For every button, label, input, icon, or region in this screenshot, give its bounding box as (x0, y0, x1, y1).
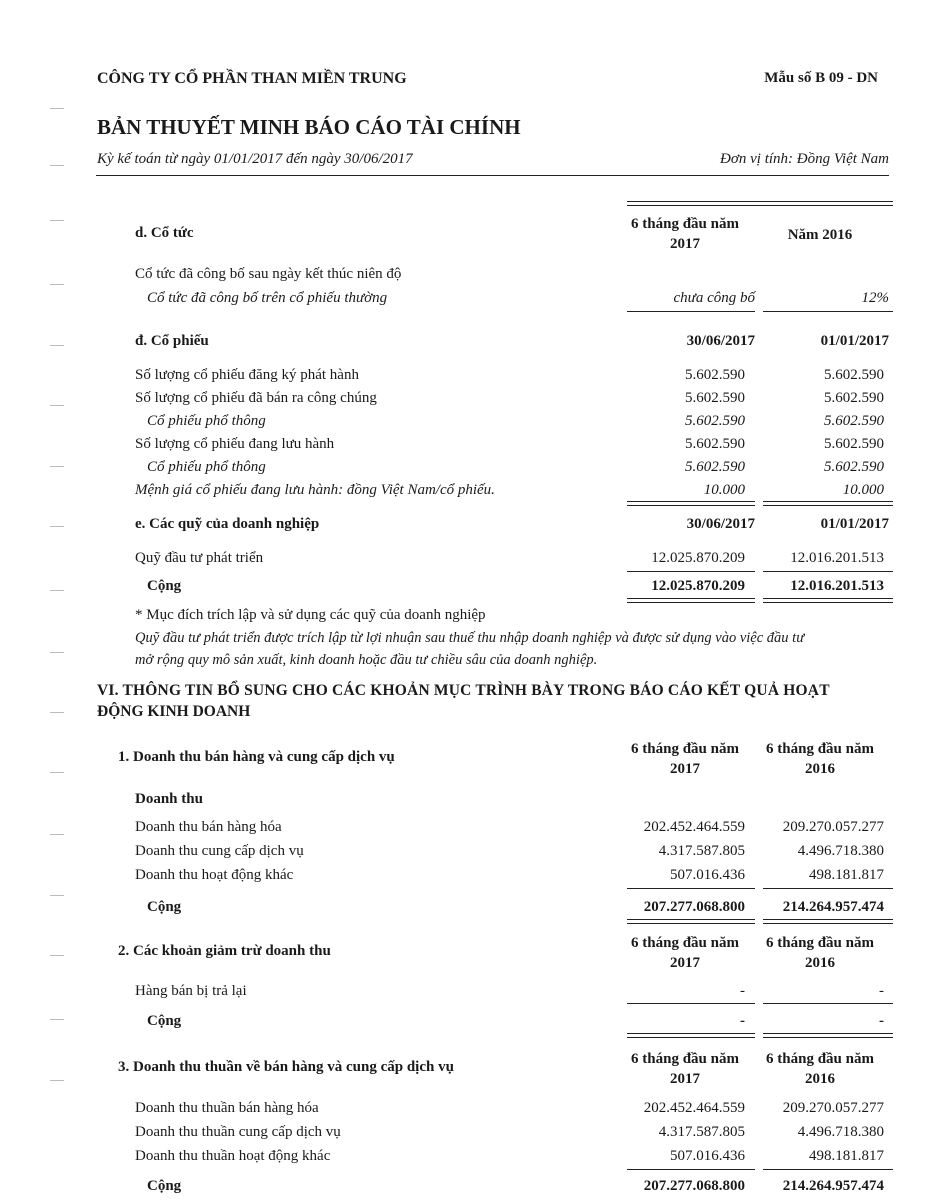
company-name: CÔNG TY CỔ PHẦN THAN MIỀN TRUNG (97, 70, 407, 87)
shares-row-value-1: 5.602.590 (685, 367, 745, 383)
reporting-period: Kỳ kế toán từ ngày 01/01/2017 đến ngày 30/06/2017 (97, 151, 413, 167)
shares-row-label: Số lượng cổ phiếu đã bán ra công chúng (135, 390, 377, 406)
funds-total-rule-2 (763, 598, 893, 603)
revenue-row-value-1: 202.452.464.559 (643, 819, 745, 835)
form-number: Mẫu số B 09 - DN (764, 70, 878, 86)
dividends-rule-1 (627, 311, 755, 312)
shares-row-label: Cổ phiếu phổ thông (147, 459, 266, 475)
deductions-row-value-2: - (879, 983, 884, 999)
dividends-row2-label: Cổ tức đã công bố trên cổ phiếu thường (147, 290, 388, 306)
revenue-row-value-1: 4.317.587.805 (658, 843, 745, 859)
deductions-total-rule-1 (627, 1033, 755, 1038)
funds-total-rule-1 (627, 598, 755, 603)
deductions-heading: 2. Các khoản giảm trừ doanh thu (118, 943, 331, 959)
dividends-heading: d. Cổ tức (135, 225, 194, 241)
revenue-heading: 1. Doanh thu bán hàng và cung cấp dịch vụ (118, 749, 395, 765)
shares-row-label: Mệnh giá cổ phiếu đang lưu hành: đồng Việt Nam/cổ phiếu. (135, 482, 495, 498)
revenue-col2-header: 6 tháng đầu năm 2016 (766, 741, 874, 777)
funds-note-line-1: Quỹ đầu tư phát triển được trích lập từ lợi nhuận sau thuế thu nhập doanh nghiệp và được sử dụng vào việc đầu tư (135, 630, 805, 646)
shares-rule-1 (627, 501, 755, 506)
net-revenue-heading: 3. Doanh thu thuần về bán hàng và cung cấp dịch vụ (118, 1059, 454, 1075)
deductions-total-rule-2 (763, 1033, 893, 1038)
shares-row-label: Cổ phiếu phổ thông (147, 413, 266, 429)
dividends-row2-value-1: chưa công bố (673, 290, 755, 306)
shares-row-value-2: 5.602.590 (824, 367, 884, 383)
funds-heading: e. Các quỹ của doanh nghiệp (135, 516, 320, 532)
net-revenue-row-label: Doanh thu thuần cung cấp dịch vụ (135, 1124, 341, 1140)
deductions-rule-1 (627, 1003, 755, 1004)
dividends-rule-2 (763, 311, 893, 312)
section-vi-title-line-1: VI. THÔNG TIN BỔ SUNG CHO CÁC KHOẢN MỤC TRÌNH BÀY TRONG BÁO CÁO KẾT QUẢ HOẠT (97, 682, 830, 699)
shares-rule-2 (763, 501, 893, 506)
funds-row-label: Quỹ đầu tư phát triển (135, 550, 264, 566)
shares-heading: đ. Cổ phiếu (135, 333, 209, 349)
funds-col1-header: 30/06/2017 (686, 516, 755, 532)
deductions-rule-2 (763, 1003, 893, 1004)
net-revenue-row-value-2: 498.181.817 (809, 1148, 884, 1164)
net-revenue-row-value-2: 4.496.718.380 (797, 1124, 884, 1140)
shares-row-value-1: 5.602.590 (685, 390, 745, 406)
revenue-subheading: Doanh thu (135, 791, 203, 807)
funds-total-value-2: 12.016.201.513 (790, 578, 884, 594)
revenue-row-label: Doanh thu bán hàng hóa (135, 819, 282, 835)
dividends-row1-label: Cổ tức đã công bố sau ngày kết thúc niên độ (135, 266, 402, 282)
revenue-total-value-1: 207.277.068.800 (643, 899, 745, 915)
shares-row-value-1: 5.602.590 (685, 436, 745, 452)
shares-row-value-2: 5.602.590 (824, 459, 884, 475)
net-revenue-row-value-1: 4.317.587.805 (658, 1124, 745, 1140)
funds-rule-2 (763, 571, 893, 572)
shares-row-value-2: 10.000 (842, 482, 884, 498)
revenue-total-value-2: 214.264.957.474 (782, 899, 884, 915)
deductions-row-label: Hàng bán bị trả lại (135, 983, 247, 999)
funds-row-value-1: 12.025.870.209 (651, 550, 745, 566)
shares-row-value-1: 5.602.590 (685, 459, 745, 475)
shares-row-value-2: 5.602.590 (824, 436, 884, 452)
dividends-col2-header: Năm 2016 (787, 227, 853, 243)
shares-row-label: Số lượng cổ phiếu đang lưu hành (135, 436, 335, 452)
revenue-rule-1 (627, 888, 755, 889)
net-revenue-rule-1 (627, 1169, 755, 1170)
dividends-top-rule (627, 201, 893, 206)
net-revenue-row-label: Doanh thu thuần hoạt động khác (135, 1148, 331, 1164)
section-vi-title-line-2: ĐỘNG KINH DOANH (97, 703, 251, 720)
revenue-total-label: Cộng (147, 899, 182, 915)
shares-col2-header: 01/01/2017 (820, 333, 889, 349)
revenue-total-rule-1 (627, 919, 755, 924)
net-revenue-total-label: Cộng (147, 1178, 182, 1194)
net-revenue-total-value-2: 214.264.957.474 (782, 1178, 884, 1194)
net-revenue-col1-header: 6 tháng đầu năm 2017 (631, 1051, 739, 1087)
shares-row-value-2: 5.602.590 (824, 390, 884, 406)
net-revenue-rule-2 (763, 1169, 893, 1170)
shares-row-value-2: 5.602.590 (824, 413, 884, 429)
dividends-col1-header: 6 tháng đầu năm 2017 (631, 216, 739, 252)
deductions-total-label: Cộng (147, 1013, 182, 1029)
funds-col2-header: 01/01/2017 (820, 516, 889, 532)
net-revenue-total-value-1: 207.277.068.800 (643, 1178, 745, 1194)
revenue-row-label: Doanh thu cung cấp dịch vụ (135, 843, 304, 859)
dividends-row2-value-2: 12% (861, 290, 889, 306)
funds-note-title: * Mục đích trích lập và sử dụng các quỹ của doanh nghiệp (135, 607, 486, 623)
revenue-col1-header: 6 tháng đầu năm 2017 (631, 741, 739, 777)
deductions-total-value-1: - (740, 1013, 745, 1029)
deductions-row-value-1: - (740, 983, 745, 999)
shares-row-label: Số lượng cổ phiếu đăng ký phát hành (135, 367, 359, 383)
deductions-col1-header: 6 tháng đầu năm 2017 (631, 935, 739, 971)
deductions-col2-header: 6 tháng đầu năm 2016 (766, 935, 874, 971)
net-revenue-row-value-2: 209.270.057.277 (782, 1100, 884, 1116)
funds-total-value-1: 12.025.870.209 (651, 578, 745, 594)
net-revenue-row-value-1: 202.452.464.559 (643, 1100, 745, 1116)
deductions-total-value-2: - (879, 1013, 884, 1029)
net-revenue-row-value-1: 507.016.436 (670, 1148, 745, 1164)
revenue-row-value-2: 498.181.817 (809, 867, 884, 883)
net-revenue-col2-header: 6 tháng đầu năm 2016 (766, 1051, 874, 1087)
revenue-row-value-2: 209.270.057.277 (782, 819, 884, 835)
revenue-row-label: Doanh thu hoạt động khác (135, 867, 294, 883)
shares-row-value-1: 10.000 (703, 482, 745, 498)
currency-unit: Đơn vị tính: Đồng Việt Nam (720, 151, 889, 167)
funds-note-line-2: mở rộng quy mô sản xuất, kinh doanh hoặc đầu tư chiều sâu của doanh nghiệp. (135, 652, 598, 668)
net-revenue-row-label: Doanh thu thuần bán hàng hóa (135, 1100, 319, 1116)
funds-total-label: Cộng (147, 578, 182, 594)
revenue-total-rule-2 (763, 919, 893, 924)
revenue-row-value-2: 4.496.718.380 (797, 843, 884, 859)
shares-row-value-1: 5.602.590 (685, 413, 745, 429)
shares-col1-header: 30/06/2017 (686, 333, 755, 349)
revenue-row-value-1: 507.016.436 (670, 867, 745, 883)
revenue-rule-2 (763, 888, 893, 889)
funds-rule-1 (627, 571, 755, 572)
header-rule (96, 175, 889, 176)
funds-row-value-2: 12.016.201.513 (790, 550, 884, 566)
document-title: BẢN THUYẾT MINH BÁO CÁO TÀI CHÍNH (97, 115, 521, 139)
